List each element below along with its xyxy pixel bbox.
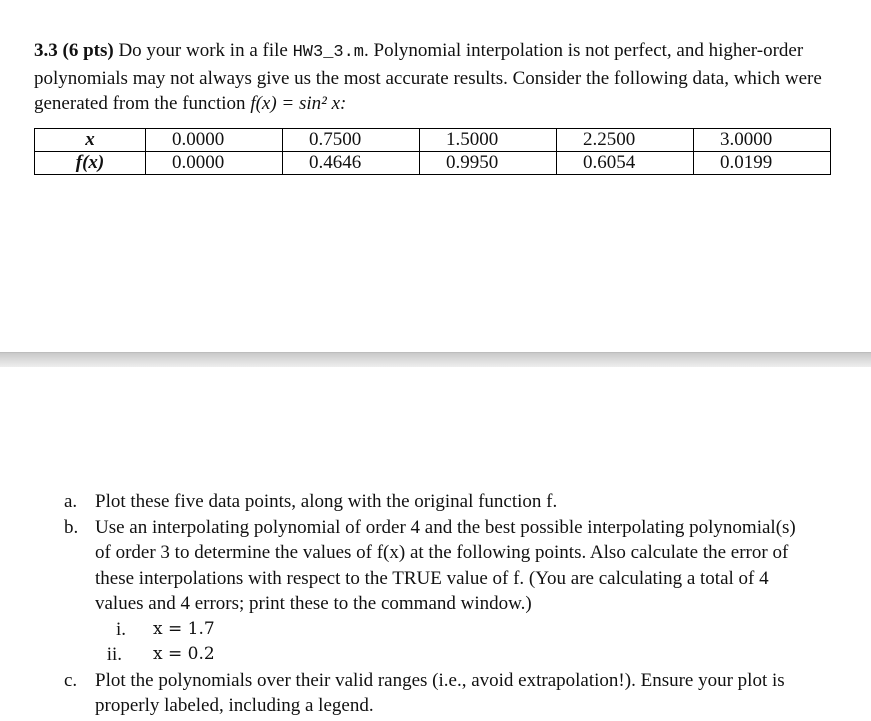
item-text: Plot these five data points, along with the original function f.	[95, 491, 558, 512]
sub-math: x = 0.2	[153, 644, 215, 664]
table-cell: 0.9950	[420, 152, 557, 175]
fx-header: f(x)	[35, 152, 146, 175]
data-table	[34, 128, 831, 175]
question-number: 3.3	[34, 40, 58, 61]
table-cell: 1.5000	[420, 129, 557, 152]
table-row-fx	[35, 152, 831, 175]
item-marker: b.	[64, 516, 79, 538]
filename: HW3_3.m	[292, 43, 365, 62]
table-cell: 3.0000	[694, 129, 831, 152]
intro-text-1: Do your work in a file	[113, 40, 293, 61]
item-text: Use an interpolating polynomial of order 4 and the best possible interpolating polynomial(s) of order 3 to determine the values of f(x) at the following points. Also calculate the error of these interpolations with respect to the TRUE value of f. (You are calculating a total of 4 values and 4 errors; print these to the command window.)	[95, 516, 796, 614]
item-marker: c.	[64, 669, 78, 691]
table-cell: 0.6054	[557, 152, 694, 175]
question-points: (6 pts)	[62, 40, 114, 61]
task-list	[0, 489, 871, 719]
list-item-a	[0, 489, 815, 515]
function-formula: f(x) = sin² x:	[250, 93, 347, 114]
list-item-c	[0, 668, 815, 719]
table-cell: 0.4646	[283, 152, 420, 175]
table-cell: 0.0199	[694, 152, 831, 175]
sub-item-i	[0, 617, 871, 643]
table-cell: 0.0000	[146, 129, 283, 152]
intro-text-2: . Polynomial interpolation is not perfect, and higher-order polynomials may not always give us the most accurate results. Consider the following data, which were generated from the function	[34, 40, 822, 114]
x-header: x	[35, 129, 146, 152]
table-cell: 0.7500	[283, 129, 420, 152]
item-text: Plot the polynomials over their valid ranges (i.e., avoid extrapolation!). Ensure your plot is properly labeled, including a legend.	[95, 669, 785, 716]
sub-item-ii	[0, 642, 871, 668]
table-row-x	[35, 129, 831, 152]
item-marker: a.	[64, 491, 78, 512]
page-divider	[0, 352, 871, 367]
sub-marker: i.	[115, 618, 126, 640]
question-paragraph	[34, 38, 834, 117]
table-cell: 2.2500	[557, 129, 694, 152]
list-item-b	[0, 515, 815, 617]
table-cell: 0.0000	[146, 152, 283, 175]
sub-math: x = 1.7	[153, 618, 215, 639]
sub-marker: ii.	[106, 644, 122, 665]
